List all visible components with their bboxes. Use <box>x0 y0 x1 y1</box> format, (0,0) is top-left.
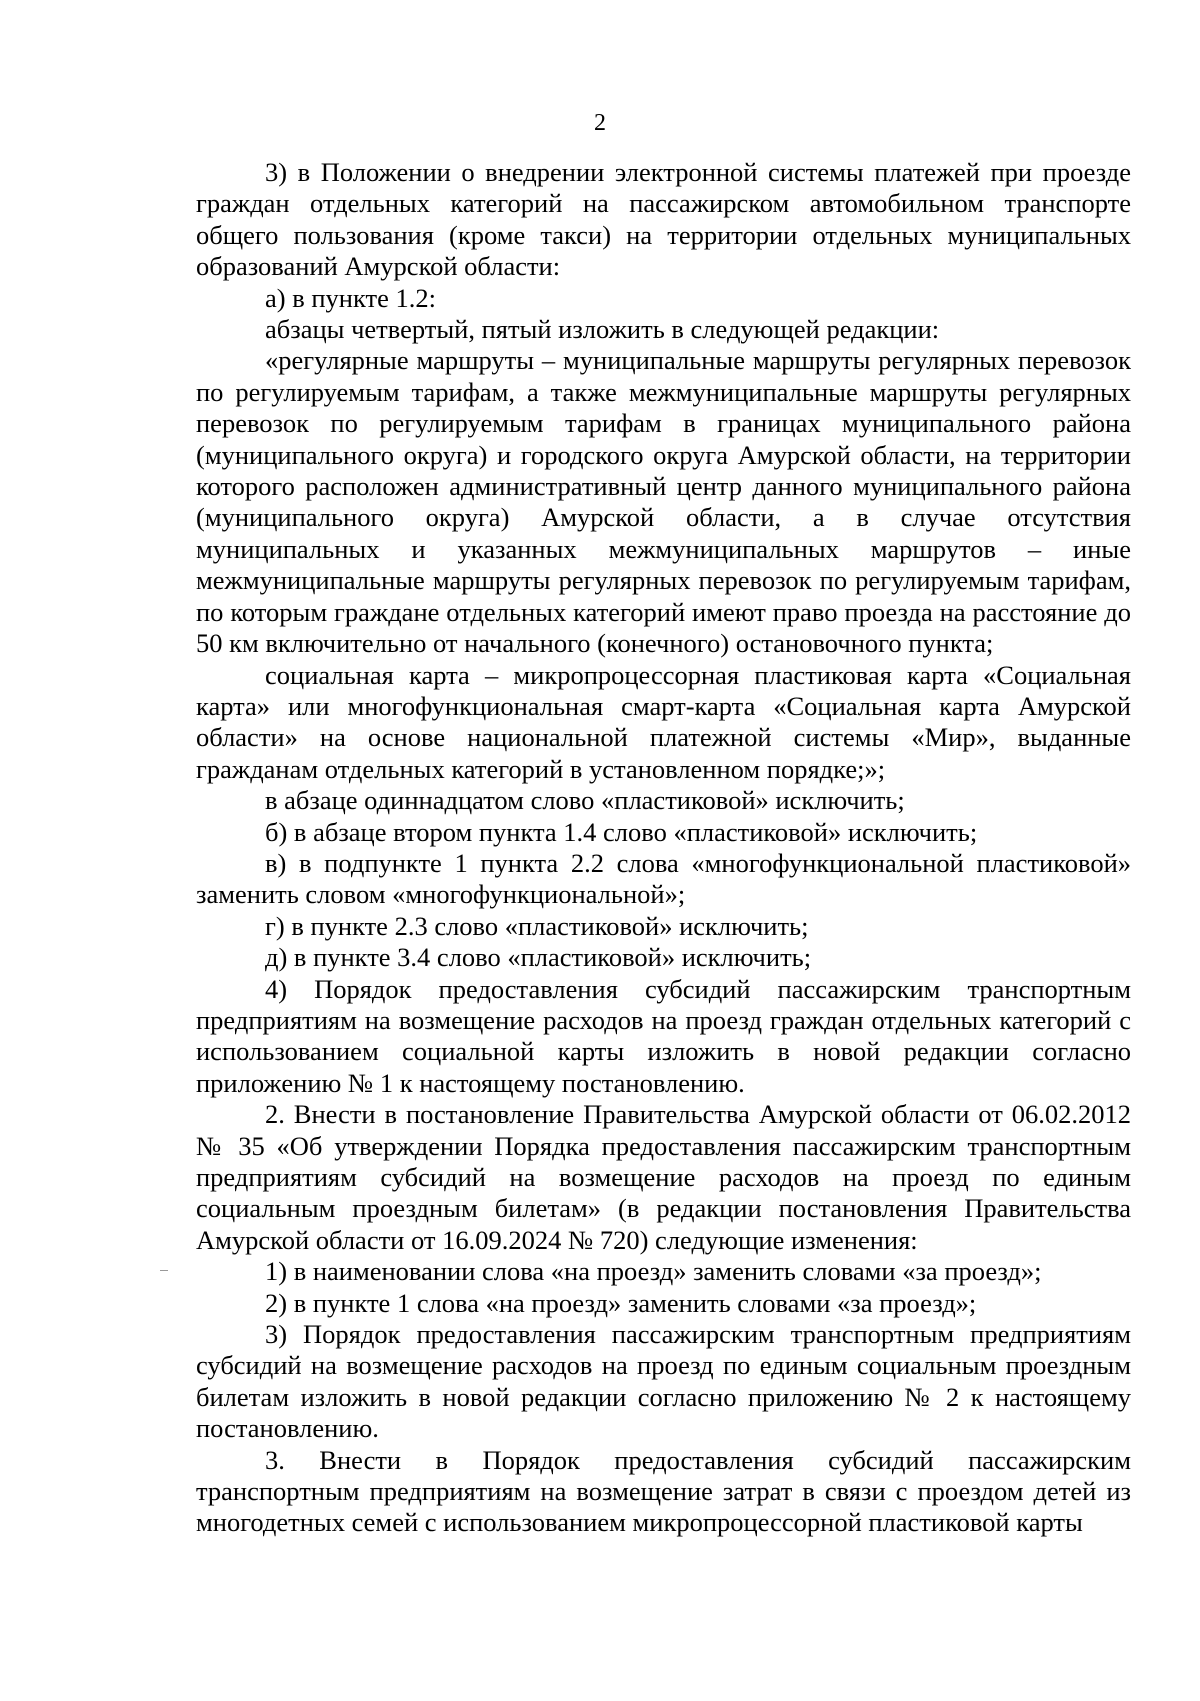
paragraph: в) в подпункте 1 пункта 2.2 слова «многофункциональной пластиковой» заменить словом «многофункциональной»; <box>196 847 1131 910</box>
paragraph: абзацы четвертый, пятый изложить в следующей редакции: <box>265 314 940 345</box>
page-number: 2 <box>594 110 606 136</box>
document-body <box>196 157 1131 1539</box>
paragraph: 2) в пункте 1 слова «на проезд» заменить словами «за проезд»; <box>265 1287 977 1318</box>
paragraph: 3) в Положении о внедрении электронной системы платежей при проезде граждан отдельных категорий на пассажирском автомобильном транспорте общего пользования (кроме такси) на территории отдельных муниципальных образований Амурской области: <box>196 157 1131 282</box>
paragraph: б) в абзаце втором пункта 1.4 слово «пластиковой» исключить; <box>265 816 978 847</box>
paragraph: 1) в наименовании слова «на проезд» заменить словами «за проезд»; <box>265 1256 1042 1287</box>
paragraph: в абзаце одиннадцатом слово «пластиковой» исключить; <box>265 785 905 816</box>
paragraph: социальная карта – микропроцессорная пластиковая карта «Социальная карта» или многофункциональная смарт-карта «Социальная карта Амурской области» на основе национальной платежной системы «Мир», выданные гражданам отдельных категорий в установленном порядке;»; <box>196 659 1131 784</box>
paragraph: 3) Порядок предоставления пассажирским транспортным предприятиям субсидий на возмещение расходов на проезд по единым социальным проездным билетам изложить в новой редакции согласно приложению № 2 к настоящему постановлению. <box>196 1319 1131 1444</box>
paragraph: г) в пункте 2.3 слово «пластиковой» исключить; <box>265 910 809 941</box>
paragraph: 3. Внести в Порядок предоставления субсидий пассажирским транспортным предприятиям на возмещение затрат в связи с проездом детей из многодетных семей с использованием микропроцессорной пластиковой карты <box>196 1444 1131 1538</box>
paragraph: 4) Порядок предоставления субсидий пассажирским транспортным предприятиям на возмещение расходов на проезд граждан отдельных категорий с использованием социальной карты изложить в новой редакции согласно приложению № 1 к настоящему постановлению. <box>196 973 1131 1098</box>
paragraph: д) в пункте 3.4 слово «пластиковой» исключить; <box>265 942 812 973</box>
paragraph: а) в пункте 1.2: <box>265 282 436 313</box>
paragraph: 2. Внести в постановление Правительства Амурской области от 06.02.2012 № 35 «Об утверждении Порядка предоставления пассажирским транспортным предприятиям субсидий на возмещение расходов на проезд по единым социальным проездным билетам» (в редакции постановления Правительства Амурской области от 16.09.2024 № 720) следующие изменения: <box>196 1099 1131 1255</box>
paragraph: «регулярные маршруты – муниципальные маршруты регулярных перевозок по регулируемым тарифам, а также межмуниципальные маршруты регулярных перевозок по регулируемым тарифам в границах муниципального района (муниципального округа) и городского округа Амурской области, на территории которого расположен административный центр данного муниципального района (муниципального округа) Амурской области, а в случае отсутствия муниципальных и указанных межмуниципальных маршрутов – иные межмуниципальные маршруты регулярных перевозок по регулируемым тарифам, по которым граждане отдельных категорий имеют право проезда на расстояние до 50 км включительно от начального (конечного) остановочного пункта; <box>196 345 1131 659</box>
margin-mark <box>160 1270 168 1271</box>
